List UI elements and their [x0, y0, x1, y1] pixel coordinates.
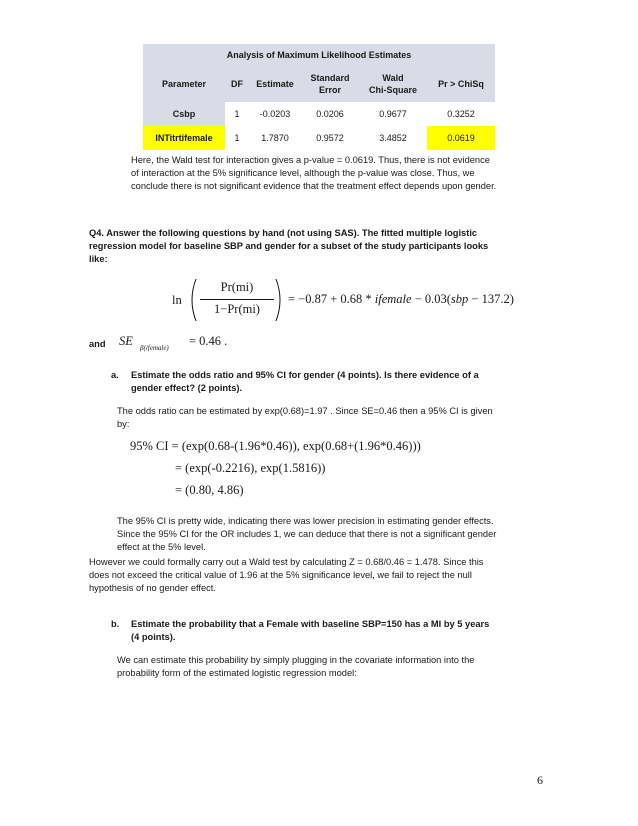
- q4-question: [89, 227, 559, 266]
- cell-parameter: INTitrtifemale: [143, 126, 225, 150]
- probability-paragraph: [117, 654, 474, 680]
- qb-line: Estimate the probability that a Female with baseline SBP=150 has a MI by 5 years: [131, 619, 490, 629]
- qa-line: Estimate the odds ratio and 95% CI for gender (4 points). Is there evidence of a: [131, 370, 479, 380]
- ln-symbol: ln: [172, 293, 182, 307]
- se-value: = 0.46 .: [189, 334, 228, 348]
- fraction-denominator: 1−Pr(mi): [214, 302, 260, 316]
- header-se-line2: Error: [318, 85, 341, 95]
- cell-se: 0.0206: [316, 109, 344, 119]
- text-line: Here, the Wald test for interaction gives a p-value = 0.0619. Thus, there is not evidence: [131, 155, 490, 165]
- text-line: by:: [117, 419, 130, 429]
- wald-paragraph: [89, 556, 483, 595]
- text-line: probability form of the estimated logistic regression model:: [117, 668, 357, 678]
- page-number: 6: [537, 773, 543, 787]
- equation-rhs: [288, 292, 514, 307]
- header-se-line1: Standard: [310, 73, 350, 83]
- text-line: Since the 95% CI for the OR includes 1, we can deduce that there is not a significant gender: [117, 529, 497, 539]
- se-symbol: SE: [119, 334, 133, 348]
- cell-parameter: Csbp: [143, 102, 225, 126]
- qa-question: [131, 369, 479, 395]
- right-paren-icon: [274, 278, 286, 322]
- q4-line3: like:: [89, 254, 108, 264]
- and-word: and: [89, 339, 106, 349]
- ci-equation-line2: = (exp(-0.2216), exp(1.5816)): [175, 461, 326, 475]
- se-line: [89, 334, 289, 354]
- qb-question: [131, 618, 489, 644]
- fraction-bar: [200, 299, 274, 300]
- text-line: does not exceed the critical value of 1.96 at the 5% significance level, we fail to reject the null: [89, 570, 472, 580]
- q4-line2: regression model for baseline SBP and gender for a subset of the study participants looks: [89, 241, 489, 251]
- se-subscript: β(ifemale): [140, 344, 169, 352]
- qa-line: gender effect? (2 points).: [131, 383, 243, 393]
- table-row: [143, 102, 495, 126]
- text-line: The odds ratio can be estimated by exp(0.68)=1.97 . Since SE=0.46 then a 95% CI is given: [117, 406, 493, 416]
- ci-equation-line3: = (0.80, 4.86): [175, 483, 244, 497]
- header-wald-line1: Wald: [382, 73, 404, 83]
- text-line: conclude there is not significant evidence that the treatment effect depends upon gender.: [131, 181, 497, 191]
- text-line: However we could formally carry out a Wald test by calculating Z = 0.68/0.46 = 1.478. Since this: [89, 557, 484, 567]
- q4-line1: . Answer the following questions by hand (not using SAS). The fitted multiple logistic: [101, 228, 478, 238]
- table-title-row: [143, 44, 495, 66]
- logit-equation: [172, 278, 512, 322]
- cell-estimate: 1.7870: [261, 133, 289, 143]
- header-wald-line2: Chi-Square: [368, 85, 417, 95]
- left-paren-icon: [186, 278, 198, 322]
- qb-line: (4 points).: [131, 632, 176, 642]
- header-df: DF: [225, 66, 249, 102]
- table-header-row: [143, 66, 495, 102]
- header-wald: [359, 66, 427, 102]
- cell-estimate: -0.0203: [259, 109, 291, 119]
- cell-df: 1: [234, 133, 240, 143]
- q4-label: Q4: [89, 228, 102, 238]
- table-title: Analysis of Maximum Likelihood Estimates: [143, 44, 495, 66]
- cell-se: 0.9572: [316, 133, 344, 143]
- odds-ratio-paragraph: [117, 405, 493, 431]
- cell-p: 0.3252: [447, 109, 475, 119]
- header-parameter: Parameter: [143, 66, 225, 102]
- ci-equation-line1: 95% CI = (exp(0.68-(1.96*0.46)), exp(0.68+(1.96*0.46))): [130, 439, 421, 453]
- header-pr-chisq: Pr > ChiSq: [427, 66, 495, 102]
- ci-paragraph: [117, 515, 496, 554]
- rhs-variable: ifemale: [374, 292, 412, 306]
- interaction-paragraph: [131, 154, 496, 193]
- text-line: of interaction at the 5% significance level, although the p-value was close. Thus, we: [131, 168, 475, 178]
- rhs-variable: sbp: [450, 292, 469, 306]
- header-standard-error: [301, 66, 359, 102]
- qa-label: a.: [111, 370, 119, 380]
- text-line: The 95% CI is pretty wide, indicating there was lower precision in estimating gender effects.: [117, 516, 494, 526]
- table-row: [143, 126, 495, 150]
- text-line: effect at the 5% level.: [117, 542, 206, 552]
- fraction-numerator: Pr(mi): [220, 280, 254, 294]
- header-estimate: Estimate: [249, 66, 301, 102]
- mle-table: [143, 44, 495, 150]
- cell-wald: 3.4852: [379, 133, 407, 143]
- text-line: hypothesis of no gender effect.: [89, 583, 216, 593]
- cell-wald: 0.9677: [379, 109, 407, 119]
- qb-label: b.: [111, 619, 120, 629]
- rhs-part: − 0.03(: [411, 292, 451, 306]
- cell-df: 1: [234, 109, 240, 119]
- rhs-part: = −0.87 + 0.68 *: [288, 292, 375, 306]
- text-line: We can estimate this probability by simply plugging in the covariate information into the: [117, 655, 475, 665]
- rhs-part: − 137.2): [468, 292, 514, 306]
- cell-p: 0.0619: [427, 126, 495, 150]
